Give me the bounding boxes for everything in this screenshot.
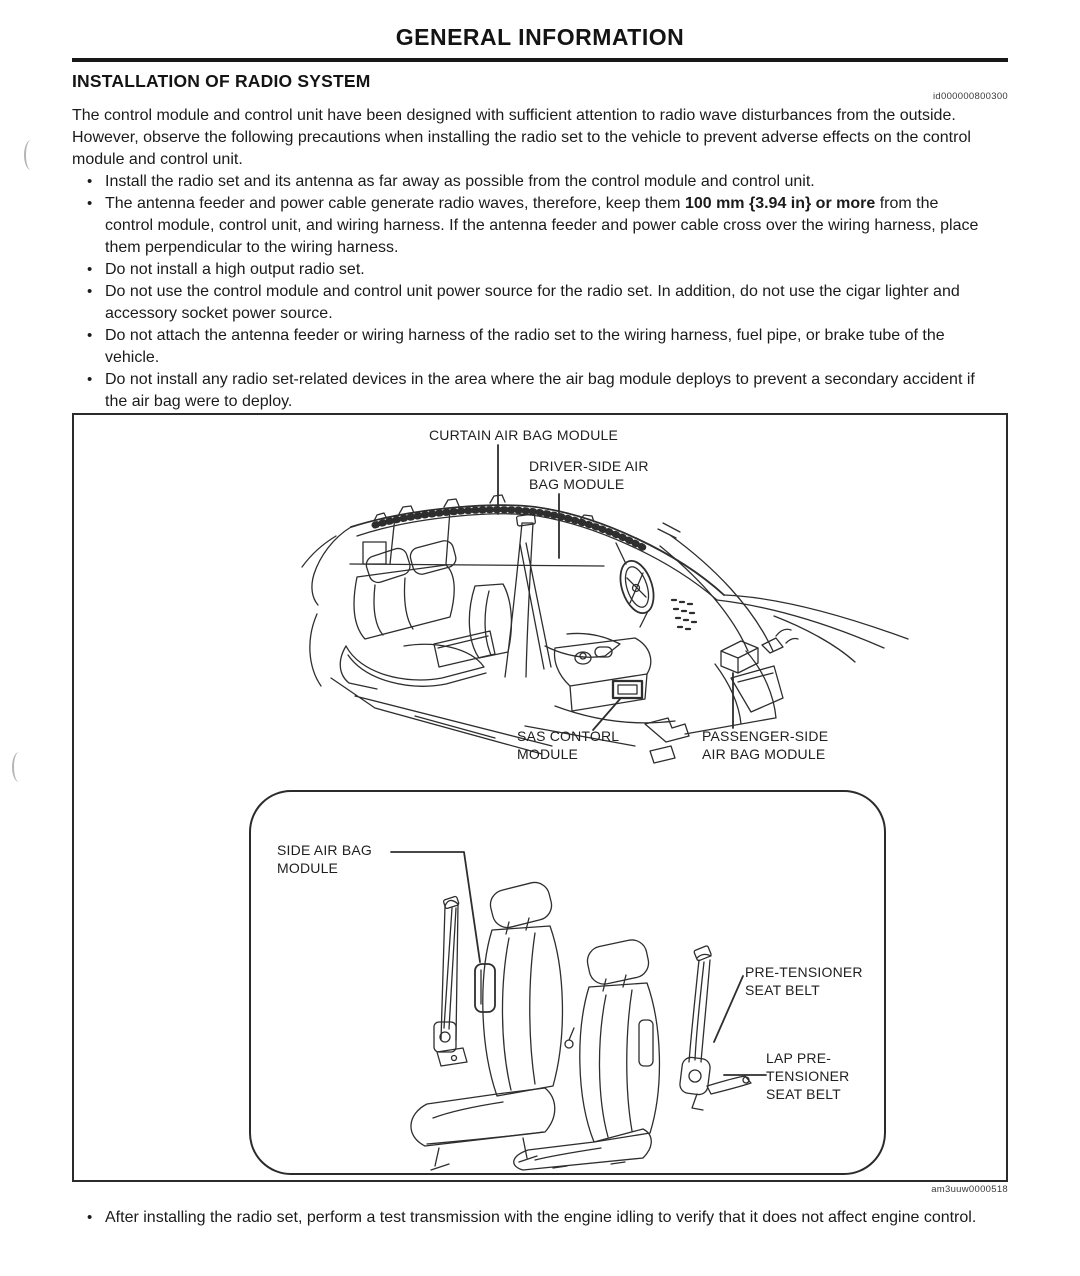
- side-airbag-module-shape: [475, 964, 495, 1012]
- precaution-list: [72, 171, 1008, 413]
- precaution-item: [72, 325, 1008, 369]
- precaution-text: [105, 369, 985, 413]
- precaution-text: [105, 281, 985, 325]
- precaution-text: [105, 193, 985, 259]
- precaution-text: [105, 325, 985, 369]
- label-pre-tensioner-seat-belt: PRE-TENSIONER SEAT BELT: [745, 964, 863, 998]
- precaution-text-pre: Do not use the control module and control unit power source for the radio set. In addition, do not use the cigar lighter and accessory socket power source.: [105, 283, 960, 322]
- side-airbag-leader-line: [391, 852, 480, 962]
- section-heading: INSTALLATION OF RADIO SYSTEM: [72, 71, 371, 91]
- label-side-air-bag-module: SIDE AIR BAG MODULE: [277, 842, 372, 876]
- precaution-item: [72, 193, 1008, 259]
- airbag-figure: [72, 413, 1008, 1182]
- sas-leader-line: [593, 699, 620, 730]
- pretensioner-retractor-shape: [679, 1056, 711, 1095]
- precaution-text-pre: Do not attach the antenna feeder or wiring harness of the radio set to the wiring harness, fuel pipe, or brake tube of the vehicle.: [105, 327, 945, 366]
- passenger-module-shape: [721, 641, 758, 673]
- precaution-item: [72, 259, 1008, 281]
- pretensioner-leader-line: [714, 976, 743, 1042]
- label-sas-control-module: SAS CONTORL MODULE: [517, 728, 619, 762]
- precaution-item: [72, 281, 1008, 325]
- precaution-text-pre: The antenna feeder and power cable generate radio waves, therefore, keep them: [105, 195, 685, 212]
- label-curtain-air-bag-module: CURTAIN AIR BAG MODULE: [429, 427, 619, 443]
- closing-list: [72, 1207, 1008, 1229]
- punch-hole-artifact: [24, 140, 38, 170]
- label-driver-side-air-bag-module: DRIVER-SIDE AIR BAG MODULE: [529, 458, 649, 492]
- precaution-text: [105, 259, 985, 281]
- page-title: GENERAL INFORMATION: [395, 24, 685, 50]
- page-content: [72, 0, 1008, 1229]
- precaution-item: [72, 171, 1008, 193]
- precaution-text-bold: 100 mm {3.94 in} or more: [684, 195, 876, 212]
- precaution-text-post: from the control module, control unit, and wiring harness. If the antenna feeder and power cable cross over the wiring harness, place them perpendicular to the wiring harness.: [105, 195, 979, 256]
- figure-caption: am3uuw0000518: [931, 1184, 1008, 1195]
- precaution-text: [105, 171, 985, 193]
- intro-paragraph: The control module and control unit have been designed with sufficient attention to radio wave disturbances from the outside. However, observe the following precautions when installing the radio set to the vehicle to prevent adverse effects on the control module and control unit.: [72, 107, 971, 168]
- closing-item: [72, 1207, 1008, 1229]
- label-passenger-side-air-bag-module: PASSENGER-SIDE AIR BAG MODULE: [702, 728, 829, 762]
- precaution-text-pre: Do not install a high output radio set.: [105, 261, 365, 278]
- title-rule: [72, 58, 1008, 62]
- precaution-item: [72, 369, 1008, 413]
- label-lap-pre-tensioner-seat-belt: LAP PRE-TENSIONER SEAT BELT: [766, 1050, 850, 1102]
- precaution-text-pre: Do not install any radio set-related devices in the area where the air bag module deploys to prevent a secondary accident if the air bag were to deploy.: [105, 371, 975, 410]
- punch-hole-artifact: [12, 752, 26, 782]
- doc-id: id000000800300: [933, 91, 1008, 102]
- precaution-text-pre: Install the radio set and its antenna as far away as possible from the control module and control unit.: [105, 173, 815, 190]
- closing-text: • After installing the radio set, perform a test transmission with the engine idling to verify that it does not affect engine control.: [105, 1209, 977, 1226]
